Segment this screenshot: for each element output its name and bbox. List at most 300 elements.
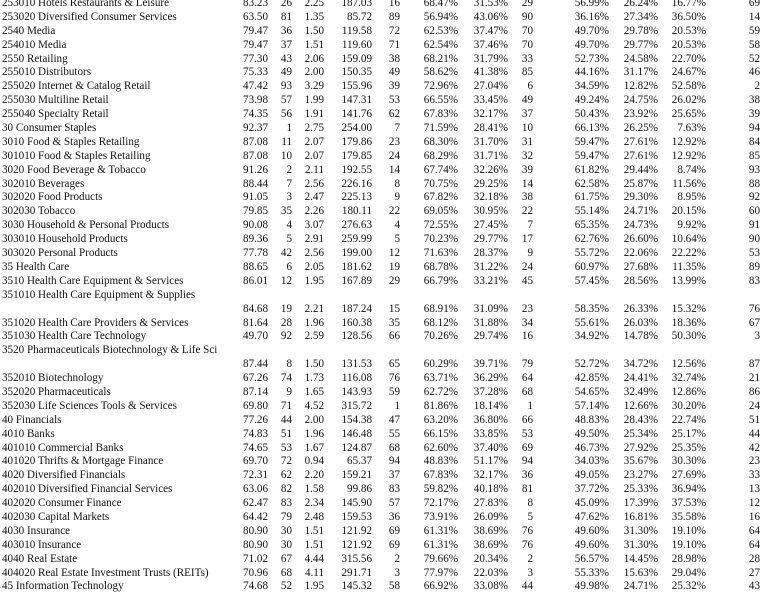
- value-cell: 53: [521, 427, 533, 440]
- value-cell: 31.88%: [473, 316, 508, 329]
- industry-name: 253020 Diversified Consumer Services: [2, 10, 177, 23]
- value-cell: 15.63%: [623, 566, 658, 579]
- value-cell: 276.63: [341, 219, 372, 232]
- value-cell: 116.08: [341, 372, 372, 385]
- value-cell: 71: [388, 38, 400, 51]
- value-cell: 68.47%: [423, 0, 458, 9]
- table-row: [0, 25, 768, 39]
- industry-name: 3510 Health Care Equipment & Services: [2, 274, 184, 287]
- value-cell: 62.47: [243, 497, 268, 510]
- value-cell: 91.05: [243, 191, 268, 204]
- value-cell: 77.26: [243, 413, 268, 426]
- industry-name: 302030 Tobacco: [2, 205, 76, 218]
- value-cell: 58: [388, 580, 400, 593]
- value-cell: 27.61%: [623, 135, 658, 148]
- value-cell: 37: [388, 469, 400, 482]
- value-cell: 48.83%: [574, 413, 609, 426]
- value-cell: 67.82%: [423, 191, 458, 204]
- value-cell: 16: [388, 0, 400, 9]
- value-cell: 87: [748, 358, 760, 371]
- value-cell: 34.59%: [574, 80, 609, 93]
- value-cell: 8.95%: [677, 191, 706, 204]
- value-cell: 69: [388, 524, 400, 537]
- value-cell: 24.41%: [623, 372, 658, 385]
- value-cell: 1.96: [304, 427, 324, 440]
- value-cell: 8.74%: [677, 163, 706, 176]
- value-cell: 90.08: [243, 219, 268, 232]
- value-cell: 74.65: [243, 441, 268, 454]
- value-cell: 70.26%: [423, 330, 458, 343]
- value-cell: 16: [748, 510, 760, 523]
- value-cell: 57: [388, 497, 400, 510]
- value-cell: 43: [748, 580, 760, 593]
- table-row: [0, 66, 768, 80]
- value-cell: 146.48: [341, 427, 372, 440]
- industry-name: 404020 Real Estate Investment Trusts (REITs): [2, 566, 209, 579]
- value-cell: 45: [521, 274, 533, 287]
- value-cell: 55.14%: [574, 205, 609, 218]
- industry-name: 403010 Insurance: [2, 538, 82, 551]
- value-cell: 2.07: [304, 135, 324, 148]
- value-cell: 29.04%: [671, 566, 706, 579]
- value-cell: 46.73%: [574, 441, 609, 454]
- value-cell: 63.06: [243, 483, 268, 496]
- value-cell: 49.70: [243, 330, 268, 343]
- value-cell: 23: [388, 135, 400, 148]
- value-cell: 38: [748, 94, 760, 107]
- value-cell: 60: [748, 205, 760, 218]
- table-row: [0, 39, 768, 53]
- table-row: [0, 400, 768, 414]
- value-cell: 25.17%: [671, 427, 706, 440]
- table-row: [0, 275, 768, 289]
- value-cell: 3: [754, 330, 760, 343]
- value-cell: 2.25: [304, 0, 324, 9]
- value-cell: 10: [521, 122, 533, 135]
- value-cell: 1.51: [304, 538, 324, 551]
- value-cell: 59.47%: [574, 135, 609, 148]
- value-cell: 66.13%: [574, 122, 609, 135]
- value-cell: 25.87%: [623, 177, 658, 190]
- value-cell: 81: [280, 10, 292, 23]
- value-cell: 92.37: [243, 122, 268, 135]
- value-cell: 12.92%: [671, 149, 706, 162]
- value-cell: 187.24: [341, 302, 372, 315]
- value-cell: 4.52: [304, 399, 324, 412]
- value-cell: 36.29%: [473, 372, 508, 385]
- value-cell: 30.30%: [671, 455, 706, 468]
- value-cell: 2.59: [304, 330, 324, 343]
- table-row: [0, 178, 768, 192]
- value-cell: 68.29%: [423, 149, 458, 162]
- value-cell: 76: [748, 302, 760, 315]
- industry-name: 302020 Food Products: [2, 191, 103, 204]
- value-cell: 9.92%: [677, 219, 706, 232]
- value-cell: 89: [748, 260, 760, 273]
- industry-name: 402030 Capital Markets: [2, 510, 110, 523]
- value-cell: 72.31: [243, 469, 268, 482]
- value-cell: 30: [280, 524, 292, 537]
- value-cell: 2.56: [304, 247, 324, 260]
- value-cell: 47: [388, 413, 400, 426]
- value-cell: 55.33%: [574, 566, 609, 579]
- value-cell: 27.92%: [623, 441, 658, 454]
- table-row: [0, 386, 768, 400]
- table-row: [0, 122, 768, 136]
- value-cell: 23: [748, 455, 760, 468]
- value-cell: 58: [748, 38, 760, 51]
- value-cell: 42.85%: [574, 372, 609, 385]
- value-cell: 65: [388, 358, 400, 371]
- value-cell: 65.35%: [574, 219, 609, 232]
- value-cell: 121.92: [341, 524, 372, 537]
- value-cell: 150.35: [341, 66, 372, 79]
- value-cell: 73.98: [243, 94, 268, 107]
- value-cell: 5: [394, 233, 400, 246]
- table-row: [0, 136, 768, 150]
- industry-name: 3020 Food Beverage & Tobacco: [2, 163, 146, 176]
- value-cell: 12.92%: [671, 135, 706, 148]
- value-cell: 3.07: [304, 219, 324, 232]
- value-cell: 81: [521, 483, 533, 496]
- value-cell: 39.71%: [473, 358, 508, 371]
- value-cell: 3: [286, 191, 292, 204]
- value-cell: 70.23%: [423, 233, 458, 246]
- value-cell: 315.56: [341, 552, 372, 565]
- value-cell: 31.53%: [473, 0, 508, 9]
- value-cell: 33: [521, 52, 533, 65]
- value-cell: 9: [527, 247, 533, 260]
- industry-name: 45 Information Technology: [2, 580, 124, 593]
- value-cell: 7.63%: [677, 122, 706, 135]
- value-cell: 1.91: [304, 108, 324, 121]
- value-cell: 99.86: [347, 483, 372, 496]
- value-cell: 68.91%: [423, 302, 458, 315]
- value-cell: 68: [280, 566, 292, 579]
- value-cell: 1: [527, 399, 533, 412]
- value-cell: 2.21: [304, 302, 324, 315]
- value-cell: 24.58%: [623, 52, 658, 65]
- value-cell: 68.12%: [423, 316, 458, 329]
- industry-name: 303020 Personal Products: [2, 247, 118, 260]
- value-cell: 13: [748, 483, 760, 496]
- table-row: [0, 0, 768, 11]
- value-cell: 59: [388, 385, 400, 398]
- industry-name: 2540 Media: [2, 24, 56, 37]
- value-cell: 62: [280, 469, 292, 482]
- table-row: [0, 80, 768, 94]
- value-cell: 16: [521, 330, 533, 343]
- table-row: [0, 317, 768, 331]
- value-cell: 226.16: [341, 177, 372, 190]
- value-cell: 80.90: [243, 538, 268, 551]
- value-cell: 58.35%: [574, 302, 609, 315]
- value-cell: 124.87: [341, 441, 372, 454]
- value-cell: 59: [748, 24, 760, 37]
- industry-name: 255010 Distributors: [2, 66, 92, 79]
- value-cell: 46: [748, 66, 760, 79]
- value-cell: 17.39%: [623, 497, 658, 510]
- value-cell: 80.90: [243, 524, 268, 537]
- value-cell: 51.17%: [473, 455, 508, 468]
- value-cell: 67.74%: [423, 163, 458, 176]
- value-cell: 6: [527, 80, 533, 93]
- value-cell: 23.27%: [623, 469, 658, 482]
- industry-name: 4010 Banks: [2, 427, 55, 440]
- value-cell: 44: [521, 580, 533, 593]
- value-cell: 2.07: [304, 149, 324, 162]
- value-cell: 121.92: [341, 538, 372, 551]
- value-cell: 93: [280, 80, 292, 93]
- industry-name: 2550 Retailing: [2, 52, 68, 65]
- value-cell: 72.96%: [423, 80, 458, 93]
- value-cell: 37.47%: [473, 24, 508, 37]
- table-row: [0, 553, 768, 567]
- value-cell: 2: [754, 80, 760, 93]
- value-cell: 36.50%: [671, 10, 706, 23]
- value-cell: 83.23: [243, 0, 268, 9]
- value-cell: 7: [527, 219, 533, 232]
- industry-name: 254010 Media: [2, 38, 67, 51]
- value-cell: 2: [394, 552, 400, 565]
- value-cell: 291.71: [341, 566, 372, 579]
- value-cell: 39: [388, 80, 400, 93]
- industry-name: 4030 Insurance: [2, 524, 71, 537]
- value-cell: 20.15%: [671, 205, 706, 218]
- value-cell: 43.06%: [473, 10, 508, 23]
- value-cell: 68: [521, 385, 533, 398]
- value-cell: 26.60%: [623, 233, 658, 246]
- value-cell: 57.14%: [574, 399, 609, 412]
- value-cell: 52: [748, 52, 760, 65]
- value-cell: 89.36: [243, 233, 268, 246]
- value-cell: 43: [280, 52, 292, 65]
- value-cell: 2: [527, 552, 533, 565]
- table-row: [0, 205, 768, 219]
- value-cell: 12.82%: [623, 80, 658, 93]
- value-cell: 29.44%: [623, 163, 658, 176]
- value-cell: 2.00: [304, 413, 324, 426]
- value-cell: 37.40%: [473, 441, 508, 454]
- value-cell: 167.89: [341, 274, 372, 287]
- industry-name: 30 Consumer Staples: [2, 122, 97, 135]
- industry-name: 4040 Real Estate: [2, 552, 78, 565]
- table-row: [0, 108, 768, 122]
- value-cell: 27.83%: [473, 497, 508, 510]
- value-cell: 199.00: [341, 247, 372, 260]
- value-cell: 35.67%: [623, 455, 658, 468]
- value-cell: 68.78%: [423, 260, 458, 273]
- value-cell: 1.58: [304, 483, 324, 496]
- value-cell: 141.76: [341, 108, 372, 121]
- industry-name: 352010 Biotechnology: [2, 372, 104, 385]
- value-cell: 56.57%: [574, 552, 609, 565]
- value-cell: 74.35: [243, 108, 268, 121]
- value-cell: 1.95: [304, 580, 324, 593]
- value-cell: 71.59%: [423, 122, 458, 135]
- value-cell: 27.45%: [473, 219, 508, 232]
- value-cell: 2.91: [304, 233, 324, 246]
- value-cell: 32: [521, 149, 533, 162]
- value-cell: 23: [521, 302, 533, 315]
- value-cell: 56.99%: [574, 0, 609, 9]
- value-cell: 25.32%: [671, 580, 706, 593]
- value-cell: 87.14: [243, 385, 268, 398]
- table-row: [0, 289, 768, 317]
- value-cell: 66.55%: [423, 94, 458, 107]
- value-cell: 27.04%: [473, 80, 508, 93]
- value-cell: 66.79%: [423, 274, 458, 287]
- value-cell: 14: [521, 177, 533, 190]
- value-cell: 10.64%: [671, 233, 706, 246]
- value-cell: 24.71%: [623, 205, 658, 218]
- value-cell: 1.99: [304, 94, 324, 107]
- table-row: [0, 372, 768, 386]
- value-cell: 52.72%: [574, 358, 609, 371]
- value-cell: 66: [521, 413, 533, 426]
- value-cell: 61.75%: [574, 191, 609, 204]
- value-cell: 12: [388, 247, 400, 260]
- value-cell: 75.33: [243, 66, 268, 79]
- value-cell: 12: [280, 274, 292, 287]
- table-row: [0, 247, 768, 261]
- value-cell: 33: [748, 469, 760, 482]
- value-cell: 159.53: [341, 510, 372, 523]
- value-cell: 55.72%: [574, 247, 609, 260]
- value-cell: 2.47: [304, 191, 324, 204]
- value-cell: 34: [521, 316, 533, 329]
- value-cell: 87.08: [243, 149, 268, 162]
- value-cell: 72: [388, 24, 400, 37]
- value-cell: 39: [748, 108, 760, 121]
- industry-name: 351010 Health Care Equipment & Supplies: [2, 288, 196, 301]
- value-cell: 31.17%: [623, 66, 658, 79]
- value-cell: 35: [280, 205, 292, 218]
- value-cell: 79.66%: [423, 552, 458, 565]
- value-cell: 71.02: [243, 552, 268, 565]
- value-cell: 22: [388, 205, 400, 218]
- value-cell: 14.45%: [623, 552, 658, 565]
- value-cell: 31.30%: [623, 524, 658, 537]
- value-cell: 16.77%: [671, 0, 706, 9]
- value-cell: 68.21%: [423, 52, 458, 65]
- value-cell: 52.58%: [671, 80, 706, 93]
- value-cell: 63.20%: [423, 413, 458, 426]
- value-cell: 68: [388, 441, 400, 454]
- value-cell: 27.68%: [623, 260, 658, 273]
- value-cell: 62.58%: [574, 177, 609, 190]
- value-cell: 1.35: [304, 10, 324, 23]
- table-row: [0, 330, 768, 344]
- value-cell: 62.53%: [423, 24, 458, 37]
- value-cell: 50.30%: [671, 330, 706, 343]
- value-cell: 28: [748, 552, 760, 565]
- value-cell: 66.15%: [423, 427, 458, 440]
- value-cell: 86.01: [243, 274, 268, 287]
- value-cell: 15.32%: [671, 302, 706, 315]
- value-cell: 25.65%: [671, 108, 706, 121]
- value-cell: 49.60%: [574, 524, 609, 537]
- value-cell: 8: [286, 358, 292, 371]
- value-cell: 51: [748, 413, 760, 426]
- value-cell: 16.81%: [623, 510, 658, 523]
- value-cell: 37.72%: [574, 483, 609, 496]
- value-cell: 68.30%: [423, 135, 458, 148]
- industry-name: 40 Financials: [2, 413, 62, 426]
- value-cell: 93: [748, 163, 760, 176]
- value-cell: 76: [521, 524, 533, 537]
- table-row: [0, 442, 768, 456]
- value-cell: 49.70%: [574, 38, 609, 51]
- industry-name: 401020 Thrifts & Mortgage Finance: [2, 455, 164, 468]
- table-row: [0, 497, 768, 511]
- value-cell: 79: [521, 358, 533, 371]
- value-cell: 91.26: [243, 163, 268, 176]
- value-cell: 36: [388, 510, 400, 523]
- value-cell: 19.10%: [671, 524, 706, 537]
- table-row: [0, 580, 768, 594]
- value-cell: 62.76%: [574, 233, 609, 246]
- value-cell: 67: [748, 316, 760, 329]
- value-cell: 1.50: [304, 24, 324, 37]
- value-cell: 22.06%: [623, 247, 658, 260]
- value-cell: 61.31%: [423, 524, 458, 537]
- value-cell: 69: [748, 0, 760, 9]
- value-cell: 30.95%: [473, 205, 508, 218]
- value-cell: 49.50%: [574, 427, 609, 440]
- value-cell: 64: [521, 372, 533, 385]
- table-row: [0, 150, 768, 164]
- value-cell: 31.79%: [473, 52, 508, 65]
- value-cell: 12.56%: [671, 358, 706, 371]
- table-row: [0, 428, 768, 442]
- table-row: [0, 191, 768, 205]
- value-cell: 22.03%: [473, 566, 508, 579]
- value-cell: 44: [748, 427, 760, 440]
- value-cell: 49.60%: [574, 538, 609, 551]
- value-cell: 23.92%: [623, 108, 658, 121]
- value-cell: 74.68: [243, 580, 268, 593]
- value-cell: 24.71%: [623, 580, 658, 593]
- table-row: [0, 469, 768, 483]
- value-cell: 259.99: [341, 233, 372, 246]
- value-cell: 88.65: [243, 260, 268, 273]
- value-cell: 28.43%: [623, 413, 658, 426]
- value-cell: 69: [388, 538, 400, 551]
- value-cell: 44.16%: [574, 66, 609, 79]
- value-cell: 88.44: [243, 177, 268, 190]
- value-cell: 87.44: [243, 358, 268, 371]
- value-cell: 56.94%: [423, 10, 458, 23]
- value-cell: 2.05: [304, 260, 324, 273]
- value-cell: 61.31%: [423, 538, 458, 551]
- value-cell: 60.29%: [423, 358, 458, 371]
- value-cell: 45.09%: [574, 497, 609, 510]
- value-cell: 22.22%: [671, 247, 706, 260]
- value-cell: 24.67%: [671, 66, 706, 79]
- value-cell: 30.20%: [671, 399, 706, 412]
- value-cell: 11.35%: [672, 260, 706, 273]
- value-cell: 119.58: [341, 24, 372, 37]
- value-cell: 38.69%: [473, 538, 508, 551]
- value-cell: 76: [388, 372, 400, 385]
- value-cell: 22.70%: [671, 52, 706, 65]
- value-cell: 2.00: [304, 66, 324, 79]
- value-cell: 32.26%: [473, 163, 508, 176]
- value-cell: 49: [388, 66, 400, 79]
- value-cell: 50.43%: [574, 108, 609, 121]
- value-cell: 37.28%: [473, 385, 508, 398]
